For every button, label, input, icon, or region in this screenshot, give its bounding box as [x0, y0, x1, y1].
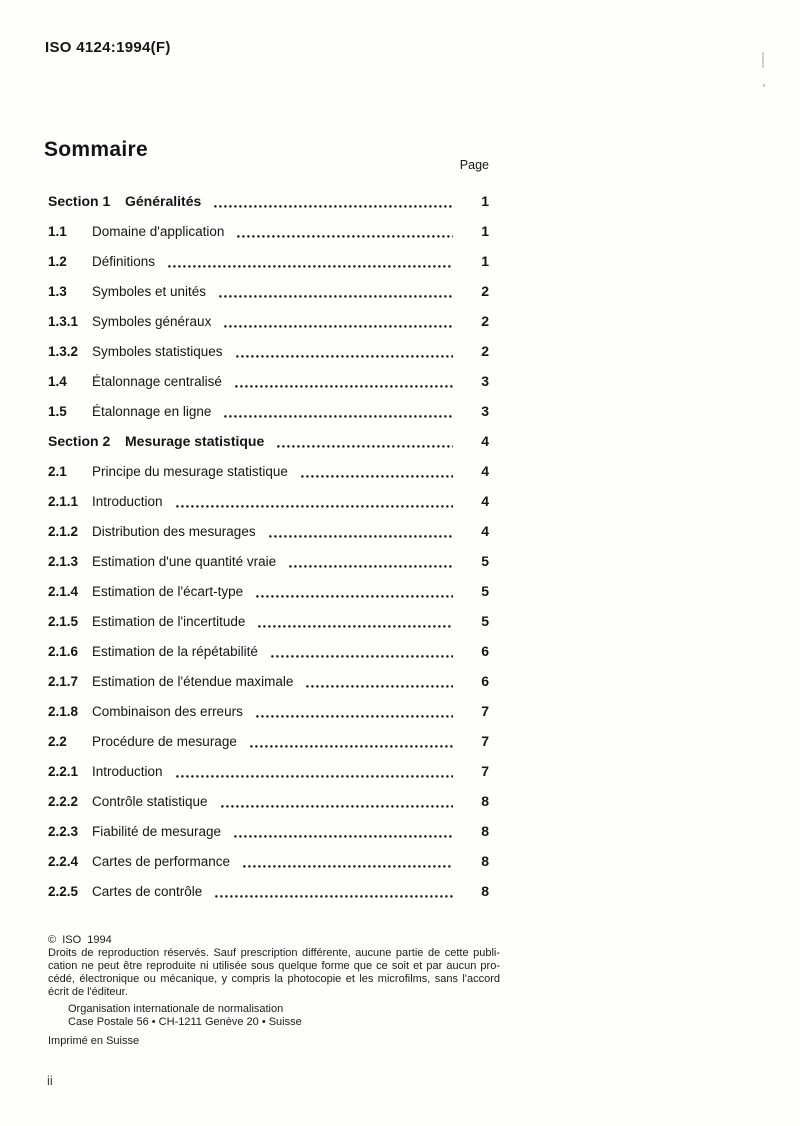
copyright-notice-line: cédé, électronique ou mécanique, y compris la photocopie et les microfilms, sans l'accord	[48, 973, 500, 985]
toc-item-row	[48, 396, 489, 426]
toc-entry-title: Distribution des mesurages	[92, 523, 256, 539]
toc-item-row	[48, 456, 489, 486]
toc-entry-number: 2.1	[48, 463, 67, 479]
toc-entry-number: 2.2.5	[48, 883, 79, 899]
dot-leader	[236, 355, 453, 358]
dot-leader	[235, 385, 453, 388]
publisher-address-line: Case Postale 56 • CH-1211 Genève 20 • Suisse	[68, 1016, 302, 1028]
toc-item-row	[48, 366, 489, 396]
dot-leader	[176, 775, 453, 778]
toc-entry-title: Procédure de mesurage	[92, 733, 237, 749]
toc-item-row	[48, 246, 489, 276]
toc-entry-page: 5	[481, 553, 489, 569]
toc-entry-title: Fiabilité de mesurage	[92, 823, 222, 839]
toc-item-row	[48, 576, 489, 606]
toc-entry-page: 4	[481, 523, 489, 539]
dot-leader	[256, 715, 453, 718]
toc-item-row	[48, 276, 489, 306]
toc-entry-page: 2	[481, 283, 489, 299]
toc-entry-number: 2.2.2	[48, 793, 79, 809]
toc-item-row	[48, 546, 489, 576]
toc-item-row	[48, 726, 489, 756]
publisher-address-line: Organisation internationale de normalisation	[68, 1003, 284, 1015]
publisher-address	[48, 1003, 500, 1029]
toc-entry-title: Cartes de performance	[92, 853, 231, 869]
dot-leader	[237, 235, 453, 238]
toc-entry-number: 2.1.8	[48, 703, 79, 719]
copyright-year-line: © ISO 1994	[48, 934, 112, 946]
toc-item-row	[48, 306, 489, 336]
toc-item-row	[48, 636, 489, 666]
dot-leader	[224, 325, 453, 328]
toc-entry-title: Principe du mesurage statistique	[92, 463, 288, 479]
toc-entry-page: 8	[481, 883, 489, 899]
toc-list	[48, 186, 489, 906]
toc-entry-page: 4	[481, 463, 489, 479]
document-reference: ISO 4124:1994(F)	[45, 39, 171, 56]
toc-item-row	[48, 696, 489, 726]
toc-entry-title: Estimation de l'étendue maximale	[92, 673, 294, 689]
dot-leader	[271, 655, 453, 658]
dot-leader	[214, 205, 453, 208]
toc-entry-title: Étalonnage en ligne	[92, 403, 212, 419]
toc-entry-number: 2.1.4	[48, 583, 79, 599]
toc-entry-title: Estimation d'une quantité vraie	[92, 553, 277, 569]
dot-leader	[176, 505, 453, 508]
toc-entry-number: Section 2	[48, 433, 111, 449]
toc-entry-page: 5	[481, 583, 489, 599]
copyright-notice	[48, 947, 500, 999]
toc-entry-number: Section 1	[48, 193, 111, 209]
copyright-block	[48, 934, 500, 1048]
toc-entry-page: 1	[481, 253, 489, 269]
toc-entry-number: 2.2.3	[48, 823, 79, 839]
toc-entry-page: 7	[481, 763, 489, 779]
toc-item-row	[48, 336, 489, 366]
toc-item-row	[48, 606, 489, 636]
toc-entry-number: 1.5	[48, 403, 67, 419]
toc-entry-title: Estimation de l'incertitude	[92, 613, 246, 629]
toc-item-row	[48, 666, 489, 696]
dot-leader	[258, 625, 453, 628]
toc-item-row	[48, 216, 489, 246]
toc-entry-page: 7	[481, 703, 489, 719]
toc-entry-page: 3	[481, 403, 489, 419]
toc-item-row	[48, 516, 489, 546]
toc-entry-number: 2.1.3	[48, 553, 79, 569]
toc-entry-number: 2.2.4	[48, 853, 79, 869]
scan-artifact	[763, 84, 765, 87]
toc-entry-page: 6	[481, 673, 489, 689]
toc-item-row	[48, 816, 489, 846]
toc-entry-title: Estimation de l'écart-type	[92, 583, 244, 599]
toc-item-row	[48, 786, 489, 816]
toc-item-row	[48, 846, 489, 876]
page-number: ii	[47, 1073, 53, 1088]
toc-entry-title: Contrôle statistique	[92, 793, 208, 809]
dot-leader	[224, 415, 453, 418]
toc-title: Sommaire	[44, 138, 148, 161]
dot-leader	[221, 805, 453, 808]
toc-entry-page: 5	[481, 613, 489, 629]
toc-entry-page: 8	[481, 823, 489, 839]
toc-entry-number: 2.1.5	[48, 613, 79, 629]
dot-leader	[256, 595, 453, 598]
toc-item-row	[48, 486, 489, 516]
toc-entry-page: 6	[481, 643, 489, 659]
dot-leader	[243, 865, 453, 868]
copyright-notice-line: écrit de l'éditeur.	[48, 986, 128, 998]
printed-in-note: Imprimé en Suisse	[48, 1035, 140, 1047]
dot-leader	[269, 535, 453, 538]
toc-entry-title: Définitions	[92, 253, 156, 269]
toc-entry-title: Cartes de contrôle	[92, 883, 203, 899]
toc-entry-number: 1.3	[48, 283, 67, 299]
toc-entry-title: Domaine d'application	[92, 223, 225, 239]
toc-entry-page: 1	[481, 193, 489, 209]
toc-entry-title: Étalonnage centralisé	[92, 373, 222, 389]
toc-item-row	[48, 876, 489, 906]
toc-entry-page: 4	[481, 433, 489, 449]
dot-leader	[234, 835, 453, 838]
dot-leader	[219, 295, 453, 298]
toc-entry-number: 1.2	[48, 253, 67, 269]
toc-entry-page: 2	[481, 313, 489, 329]
dot-leader	[168, 265, 453, 268]
toc-entry-page: 4	[481, 493, 489, 509]
toc-entry-number: 2.1.1	[48, 493, 79, 509]
toc-entry-number: 2.1.2	[48, 523, 79, 539]
page-column-label: Page	[459, 158, 489, 172]
dot-leader	[306, 685, 453, 688]
toc-section-row	[48, 186, 489, 216]
toc-section-row	[48, 426, 489, 456]
toc-entry-title: Symboles généraux	[92, 313, 212, 329]
toc-entry-number: 1.1	[48, 223, 67, 239]
toc-entry-number: 1.3.2	[48, 343, 79, 359]
dot-leader	[215, 895, 453, 898]
toc-entry-number: 1.3.1	[48, 313, 79, 329]
toc-entry-title: Introduction	[92, 493, 163, 509]
toc-entry-page: 8	[481, 853, 489, 869]
toc-entry-title: Estimation de la répétabilité	[92, 643, 258, 659]
toc-item-row	[48, 756, 489, 786]
toc-entry-number: 2.1.7	[48, 673, 79, 689]
toc-entry-title: Symboles et unités	[92, 283, 207, 299]
toc-entry-number: 2.2.1	[48, 763, 79, 779]
dot-leader	[250, 745, 453, 748]
toc-entry-number: 2.2	[48, 733, 67, 749]
toc-entry-page: 2	[481, 343, 489, 359]
toc-entry-number: 1.4	[48, 373, 67, 389]
toc-entry-title: Généralités	[125, 193, 202, 209]
dot-leader	[289, 565, 453, 568]
copyright-notice-line: Droits de reproduction réservés. Sauf prescription différente, aucune partie de cette publi-	[48, 947, 500, 959]
toc-entry-number: 2.1.6	[48, 643, 79, 659]
dot-leader	[277, 445, 453, 448]
copyright-notice-line: cation ne peut être reproduite ni utilisée sous quelque forme que ce soit et par aucun pro-	[48, 960, 500, 972]
toc-entry-page: 7	[481, 733, 489, 749]
toc-entry-title: Mesurage statistique	[125, 433, 265, 449]
dot-leader	[301, 475, 453, 478]
toc-entry-page: 3	[481, 373, 489, 389]
toc-entry-title: Combinaison des erreurs	[92, 703, 243, 719]
toc-entry-page: 8	[481, 793, 489, 809]
toc-entry-page: 1	[481, 223, 489, 239]
toc-entry-title: Symboles statistiques	[92, 343, 223, 359]
scan-artifact	[762, 52, 764, 68]
toc-entry-title: Introduction	[92, 763, 163, 779]
